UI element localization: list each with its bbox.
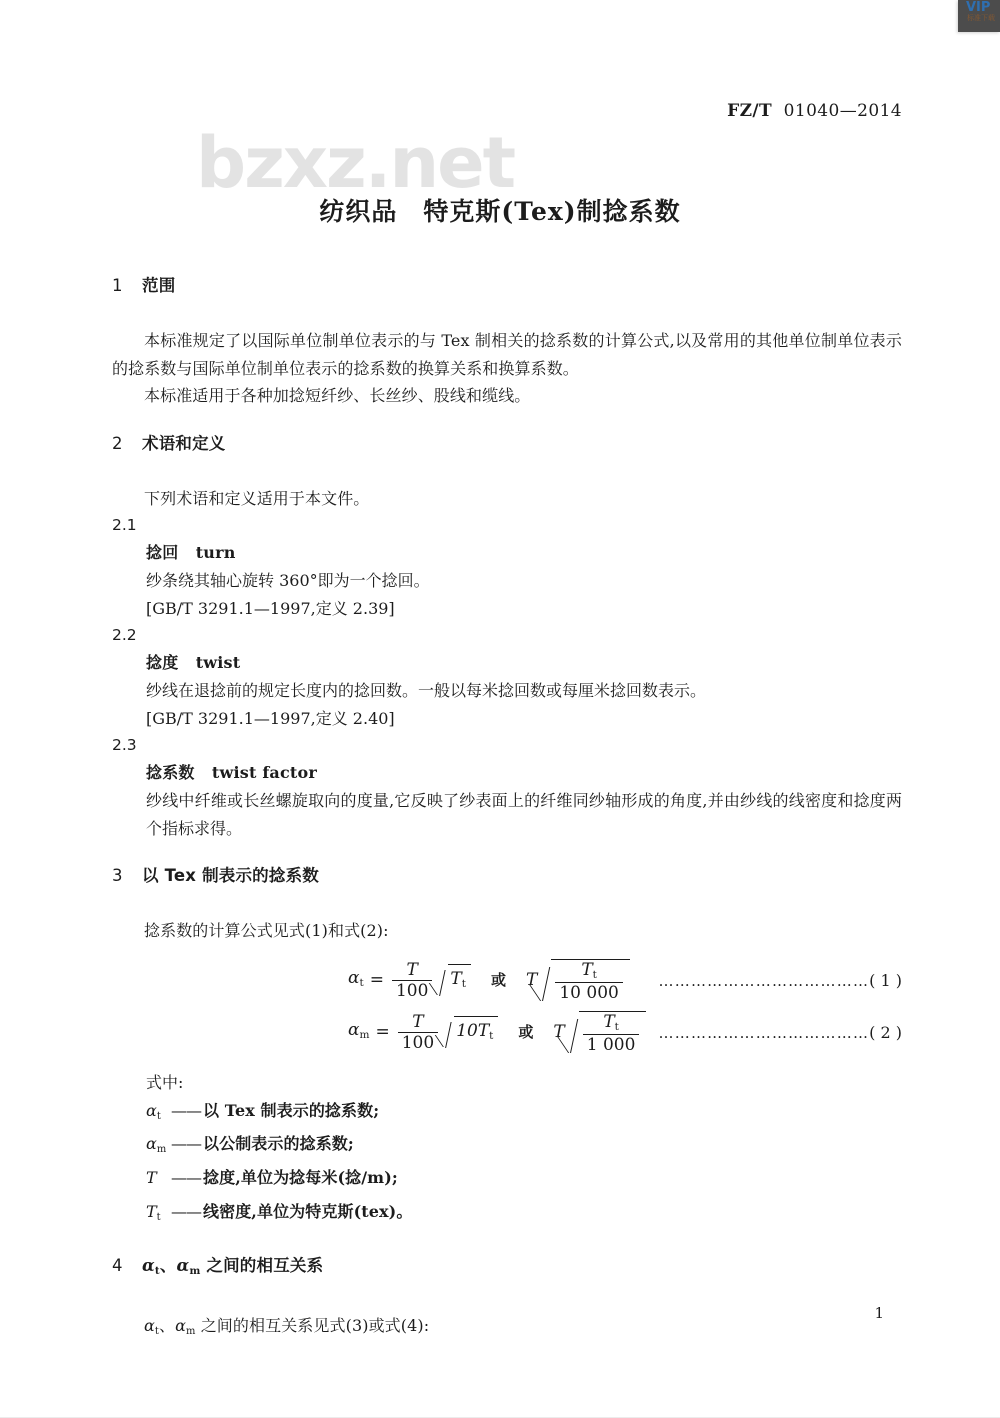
clause-2-intro: 下列术语和定义适用于本文件。 xyxy=(144,488,370,508)
vip-badge-sublabel: 标准下载 xyxy=(967,14,995,22)
legend-dash: —— xyxy=(171,1201,201,1221)
formula-legend xyxy=(146,1069,902,1232)
clause-1-paragraph-2: 本标准适用于各种加捻短纤纱、长丝纱、股线和缆线。 xyxy=(144,386,531,405)
formula-2-alt-sqrt xyxy=(568,1011,647,1055)
vip-badge-label: VIP xyxy=(966,0,991,15)
legend-item-t xyxy=(146,1164,902,1198)
standard-number-prefix: FZ/T xyxy=(727,101,773,121)
standard-number-value: 01040—2014 xyxy=(783,101,902,121)
page-number: 1 xyxy=(874,1304,884,1322)
term-2-1-head xyxy=(146,539,902,567)
formula-2-number xyxy=(659,1019,902,1047)
watermark-text: bzxz.net xyxy=(196,122,515,204)
radical-sign-icon xyxy=(568,1011,579,1055)
formula-1-alt-radicand: $\frac{T_t}{10 000}$ xyxy=(551,959,629,1003)
formula-1-expression xyxy=(348,955,630,1007)
formula-2-numerator: T xyxy=(412,1011,424,1032)
formula-1-sqrt xyxy=(437,964,471,998)
term-2-3-definition: 纱线中纤维或长丝螺旋取向的度量,它反映了纱表面上的纤维同纱轴形成的角度,并由纱线的线密度和捻度两个指标求得。 xyxy=(146,791,902,838)
formula-row-1 xyxy=(112,955,902,1007)
clause-1-paragraph-1: 本标准规定了以国际单位制单位表示的与 Tex 制相关的捻系数的计算公式,以及常用的其他单位制单位表示的捻系数与国际单位制单位表示的捻系数的换算关系和换算系数。 xyxy=(112,331,902,378)
formula-1-denominator: 100 xyxy=(392,980,432,1000)
term-2-1-reference: [GB/T 3291.1—1997,定义 2.39] xyxy=(146,598,395,618)
radical-sign-icon xyxy=(540,959,551,1003)
vip-download-badge-overlay[interactable] xyxy=(958,0,1000,32)
legend-symbol-alpha-m: $\alpha_m$ xyxy=(146,1134,167,1156)
term-2-3-cn: 捻系数 xyxy=(146,763,195,782)
term-number-2-3: 2.3 xyxy=(112,736,137,754)
document-body xyxy=(112,272,902,1346)
page-title: 纺织品 特克斯(Tex)制捻系数 xyxy=(319,197,681,226)
legend-item-alpha-t xyxy=(146,1097,902,1131)
formula-2-alt-lead: T xyxy=(553,1022,565,1042)
legend-label-row xyxy=(146,1069,902,1097)
formula-2-or: 或 xyxy=(518,1023,534,1041)
legend-symbol-t: T xyxy=(146,1168,157,1188)
legend-dash: —— xyxy=(171,1100,201,1120)
formula-row-2 xyxy=(112,1007,902,1059)
term-2-3-en: twist factor xyxy=(211,763,318,782)
legend-item-alpha-m xyxy=(146,1130,902,1164)
legend-item-t-sub-t xyxy=(146,1198,902,1232)
term-2-1-cn: 捻回 xyxy=(146,543,179,562)
formula-1-alt-lead: T xyxy=(526,970,538,990)
formula-2-equals: = xyxy=(375,1022,390,1042)
formula-2-leader: ………………………………… xyxy=(658,1023,870,1042)
clause-title-2: 术语和定义 xyxy=(142,433,226,453)
term-entry-2-3 xyxy=(146,759,902,842)
formula-1-lhs: $\alpha_t$ xyxy=(348,967,364,989)
formula-2-denominator: 100 xyxy=(398,1032,438,1052)
term-2-2-cn: 捻度 xyxy=(146,653,179,672)
term-2-1-definition: 纱条绕其轴心旋转 360°即为一个捻回。 xyxy=(146,571,430,590)
formula-1-label: ( 1 ) xyxy=(869,970,902,990)
clause-number-1: 1 xyxy=(112,276,123,295)
term-entry-2-2 xyxy=(146,649,902,732)
radical-sign-icon xyxy=(437,964,448,998)
clause-heading-2 xyxy=(112,430,902,457)
legend-label: 式中: xyxy=(146,1072,184,1092)
formula-1-fraction xyxy=(392,961,432,1001)
clause-4-intro: $\alpha_t$、$\alpha_m$ 之间的相互关系见式(3)或式(4): xyxy=(144,1316,430,1338)
clause-title-1: 范围 xyxy=(142,276,176,295)
formula-1-numerator: T xyxy=(406,959,418,980)
legend-dash: —— xyxy=(171,1168,201,1188)
legend-definition-t: 捻度,单位为捻每米(捻/m); xyxy=(203,1168,398,1188)
clause-title-4: $\alpha_t$、$\alpha_m$ 之间的相互关系 xyxy=(142,1255,324,1277)
legend-definition-t-sub-t: 线密度,单位为特克斯(tex)。 xyxy=(203,1201,413,1221)
clause-title-3: 以 Tex 制表示的捻系数 xyxy=(142,866,319,885)
legend-definition-alpha-m: 以公制表示的捻系数; xyxy=(203,1134,354,1154)
term-2-2-en: twist xyxy=(195,653,241,672)
term-2-1-en: turn xyxy=(195,543,236,562)
term-entry-2-1 xyxy=(146,539,902,622)
clause-heading-1 xyxy=(112,272,902,299)
legend-symbol-t-sub-t: $T_t$ xyxy=(146,1201,161,1223)
clause-heading-3 xyxy=(112,862,902,889)
formula-2-fraction xyxy=(398,1013,438,1053)
clause-number-3: 3 xyxy=(112,866,123,885)
term-number-2-2: 2.2 xyxy=(112,626,137,644)
formula-2-sqrt xyxy=(443,1016,498,1050)
radical-sign-icon xyxy=(443,1016,454,1050)
formula-2-expression xyxy=(348,1007,646,1059)
term-2-2-head xyxy=(146,649,902,677)
clause-number-2: 2 xyxy=(112,433,123,453)
formula-2-label: ( 2 ) xyxy=(869,1022,902,1042)
clause-heading-4 xyxy=(112,1252,902,1285)
formula-2-lhs: $\alpha_m$ xyxy=(348,1019,370,1041)
term-2-3-head xyxy=(146,759,902,787)
formula-2-alt-radicand: $\frac{T_t}{1 000}$ xyxy=(579,1011,647,1055)
term-2-2-definition: 纱线在退捻前的规定长度内的捻回数。一般以每米捻回数或每厘米捻回数表示。 xyxy=(146,681,707,700)
legend-dash: —— xyxy=(171,1134,201,1154)
formula-1-alt-sqrt xyxy=(540,959,629,1003)
clause-3-intro: 捻系数的计算公式见式(1)和式(2): xyxy=(144,921,389,940)
formula-1-equals: = xyxy=(369,970,384,990)
formula-1-number xyxy=(659,967,902,995)
legend-symbol-alpha-t: $\alpha_t$ xyxy=(146,1100,161,1122)
formula-1-or: 或 xyxy=(491,971,507,989)
term-number-2-1: 2.1 xyxy=(112,516,137,534)
legend-definition-alpha-t: 以 Tex 制表示的捻系数; xyxy=(203,1100,380,1120)
formula-1-leader: ………………………………… xyxy=(658,971,870,990)
term-2-2-reference: [GB/T 3291.1—1997,定义 2.40] xyxy=(146,708,395,728)
clause-number-4: 4 xyxy=(112,1255,123,1275)
formula-1-radicand: $T_t$ xyxy=(448,964,471,998)
standard-number-header xyxy=(727,101,902,121)
formula-2-radicand: $10T_t$ xyxy=(454,1016,498,1050)
